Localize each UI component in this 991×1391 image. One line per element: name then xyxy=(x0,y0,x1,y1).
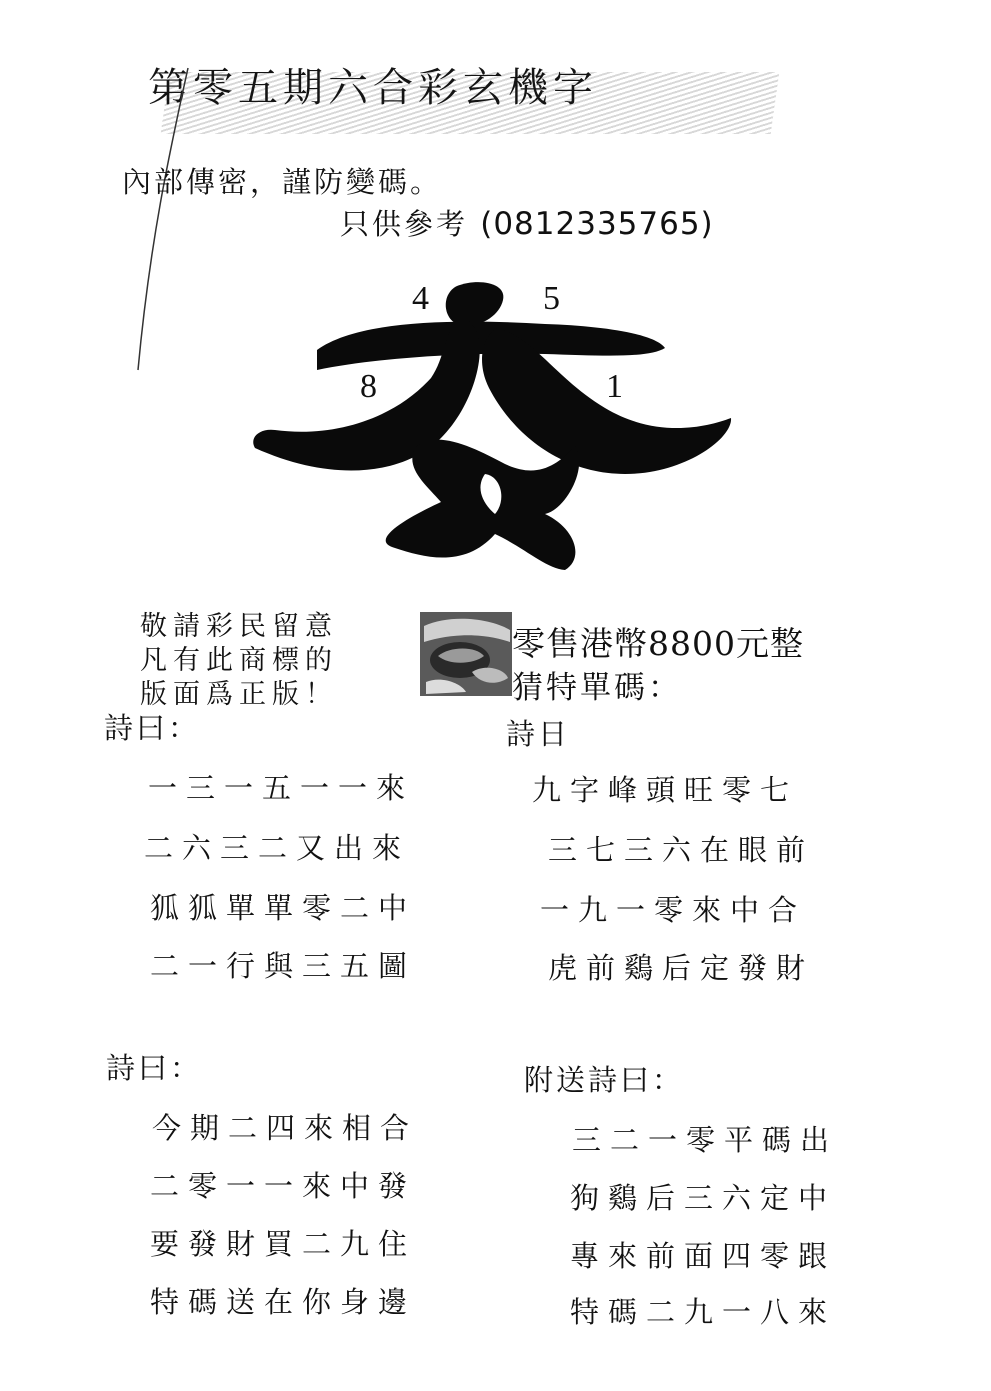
page-title: 第零五期六合彩玄機字 xyxy=(148,65,598,111)
calligraphy-glyph xyxy=(245,278,735,578)
number-4: 4 xyxy=(412,280,429,317)
poem-line: 二六三二又出來 xyxy=(144,831,411,865)
pen-stroke-decoration xyxy=(130,60,200,380)
poem-line: 二一行與三五圖 xyxy=(150,949,417,983)
reference-line xyxy=(340,202,714,243)
poem-line: 三二一零平碼出 xyxy=(572,1123,839,1157)
poem-line: 要發財買二九住 xyxy=(150,1227,417,1261)
poem-line: 狐狐單單零二中 xyxy=(150,891,417,925)
poem-heading-1: 詩曰： xyxy=(104,711,201,745)
poem-line: 專來前面四零跟 xyxy=(570,1239,837,1273)
poem-line: 虎前鷄后定發財 xyxy=(548,951,815,985)
poem-line: 狗鷄后三六定中 xyxy=(570,1181,837,1215)
poem-heading-2: 詩曰： xyxy=(106,1051,203,1085)
phone-number: (0812335765) xyxy=(480,206,714,242)
internal-note: 內部傳密，謹防變碼。 xyxy=(122,165,443,199)
poem-line: 一九一零來中合 xyxy=(540,893,807,927)
trademark-logo xyxy=(420,612,512,696)
poem-line: 今期二四來相合 xyxy=(152,1111,419,1145)
poem-line: 特碼送在你身邊 xyxy=(150,1285,417,1319)
number-5: 5 xyxy=(543,280,560,317)
poem-line: 三七三六在眼前 xyxy=(548,833,815,867)
notice-line: 凡有此商標的 xyxy=(140,645,338,676)
poem-line: 特碼二九一八來 xyxy=(570,1295,837,1329)
poem-heading-partial-text: 詩日 xyxy=(506,717,571,751)
number-8: 8 xyxy=(360,368,377,405)
guess-label: 猜特單碼： xyxy=(512,670,682,706)
bonus-poem-heading: 附送詩曰： xyxy=(524,1063,685,1097)
poem-line: 九字峰頭旺零七 xyxy=(532,773,799,807)
number-1: 1 xyxy=(606,368,623,405)
authenticity-notice xyxy=(140,610,338,712)
poem-heading-partial xyxy=(506,704,586,751)
poem-line: 二零一一來中發 xyxy=(150,1169,417,1203)
reference-label: 只供參考 xyxy=(340,207,469,241)
poem-line: 一三一五一一來 xyxy=(148,771,415,805)
price-text: 零售港幣8800元整 xyxy=(512,624,804,663)
notice-line: 敬請彩民留意 xyxy=(140,611,338,642)
notice-line: 版面爲正版！ xyxy=(140,679,338,710)
